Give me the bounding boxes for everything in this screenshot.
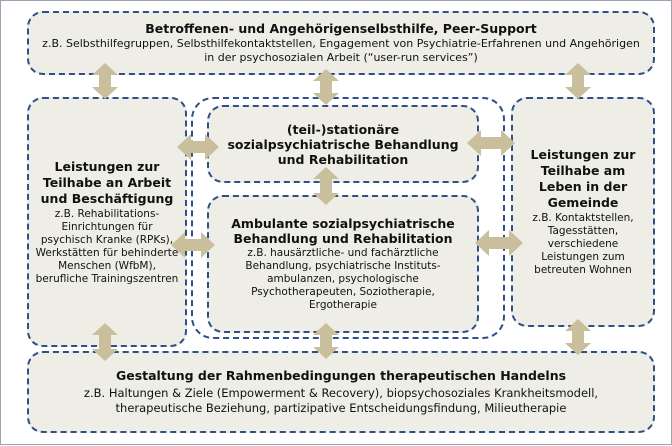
- arrow-left-outpatient-icon: [171, 232, 215, 258]
- arrow-center-vertical-icon: [313, 167, 339, 205]
- outpatient-treatment-title: Ambulante sozialpsychiatrische Behandlung und Rehabilitation: [231, 216, 455, 246]
- arrow-left-inpatient-icon: [177, 134, 219, 160]
- connector-arrows: [1, 1, 672, 446]
- peer-support-desc: z.B. Selbsthilfegruppen, Selbsthilfekontaktstellen, Engagement von Psychiatrie-Erfahrenen und Angehörigen in der psychosozialen Arbeit (“user-run services”): [42, 37, 640, 64]
- work-participation-desc: z.B. Rehabilitations-Einrichtungen für psychisch Kranke (RPKs), Werkstätten für behinderte Menschen (WfbM), berufliche Trainingszentren: [35, 207, 179, 285]
- arrow-right-bottom-icon: [565, 319, 591, 355]
- arrow-top-right-icon: [565, 63, 591, 99]
- arrow-top-left-icon: [92, 63, 118, 99]
- arrow-inpatient-right-icon: [467, 130, 515, 156]
- outpatient-treatment-desc: z.B. hausärztliche- und fachärztliche Behandlung, psychiatrische Instituts-ambulanzen, psychologische Psychotherapeuten, Soziotherapie, Ergotherapie: [245, 247, 441, 311]
- community-participation-title: Leistungen zur Teilhabe am Leben in der Gemeinde: [530, 147, 636, 210]
- framework-conditions-desc: z.B. Haltungen & Ziele (Empowerment & Recovery), biopsychosoziales Krankheitsmodell, therapeutische Beziehung, partizipative Entscheidungsfindung, Milieutherapie: [83, 386, 599, 415]
- framework-conditions-title: Gestaltung der Rahmenbedingungen therapeutischen Handelns: [115, 368, 567, 383]
- peer-support-title: Betroffenen- und Angehörigenselbsthilfe, Peer-Support: [145, 21, 537, 36]
- arrow-top-center-icon: [313, 69, 339, 105]
- arrow-left-bottom-icon: [92, 323, 118, 361]
- inpatient-treatment-title: (teil-)stationäre sozialpsychiatrische Behandlung und Rehabilitation: [227, 121, 459, 167]
- arrow-center-bottom-icon: [313, 323, 339, 359]
- arrow-outpatient-right-icon: [475, 230, 523, 256]
- work-participation-title: Leistungen zur Teilhabe an Arbeit und Beschäftigung: [40, 158, 174, 206]
- community-participation-desc: z.B. Kontaktstellen, Tagesstätten, verschiedene Leistungen zum betreuten Wohnen: [532, 212, 634, 276]
